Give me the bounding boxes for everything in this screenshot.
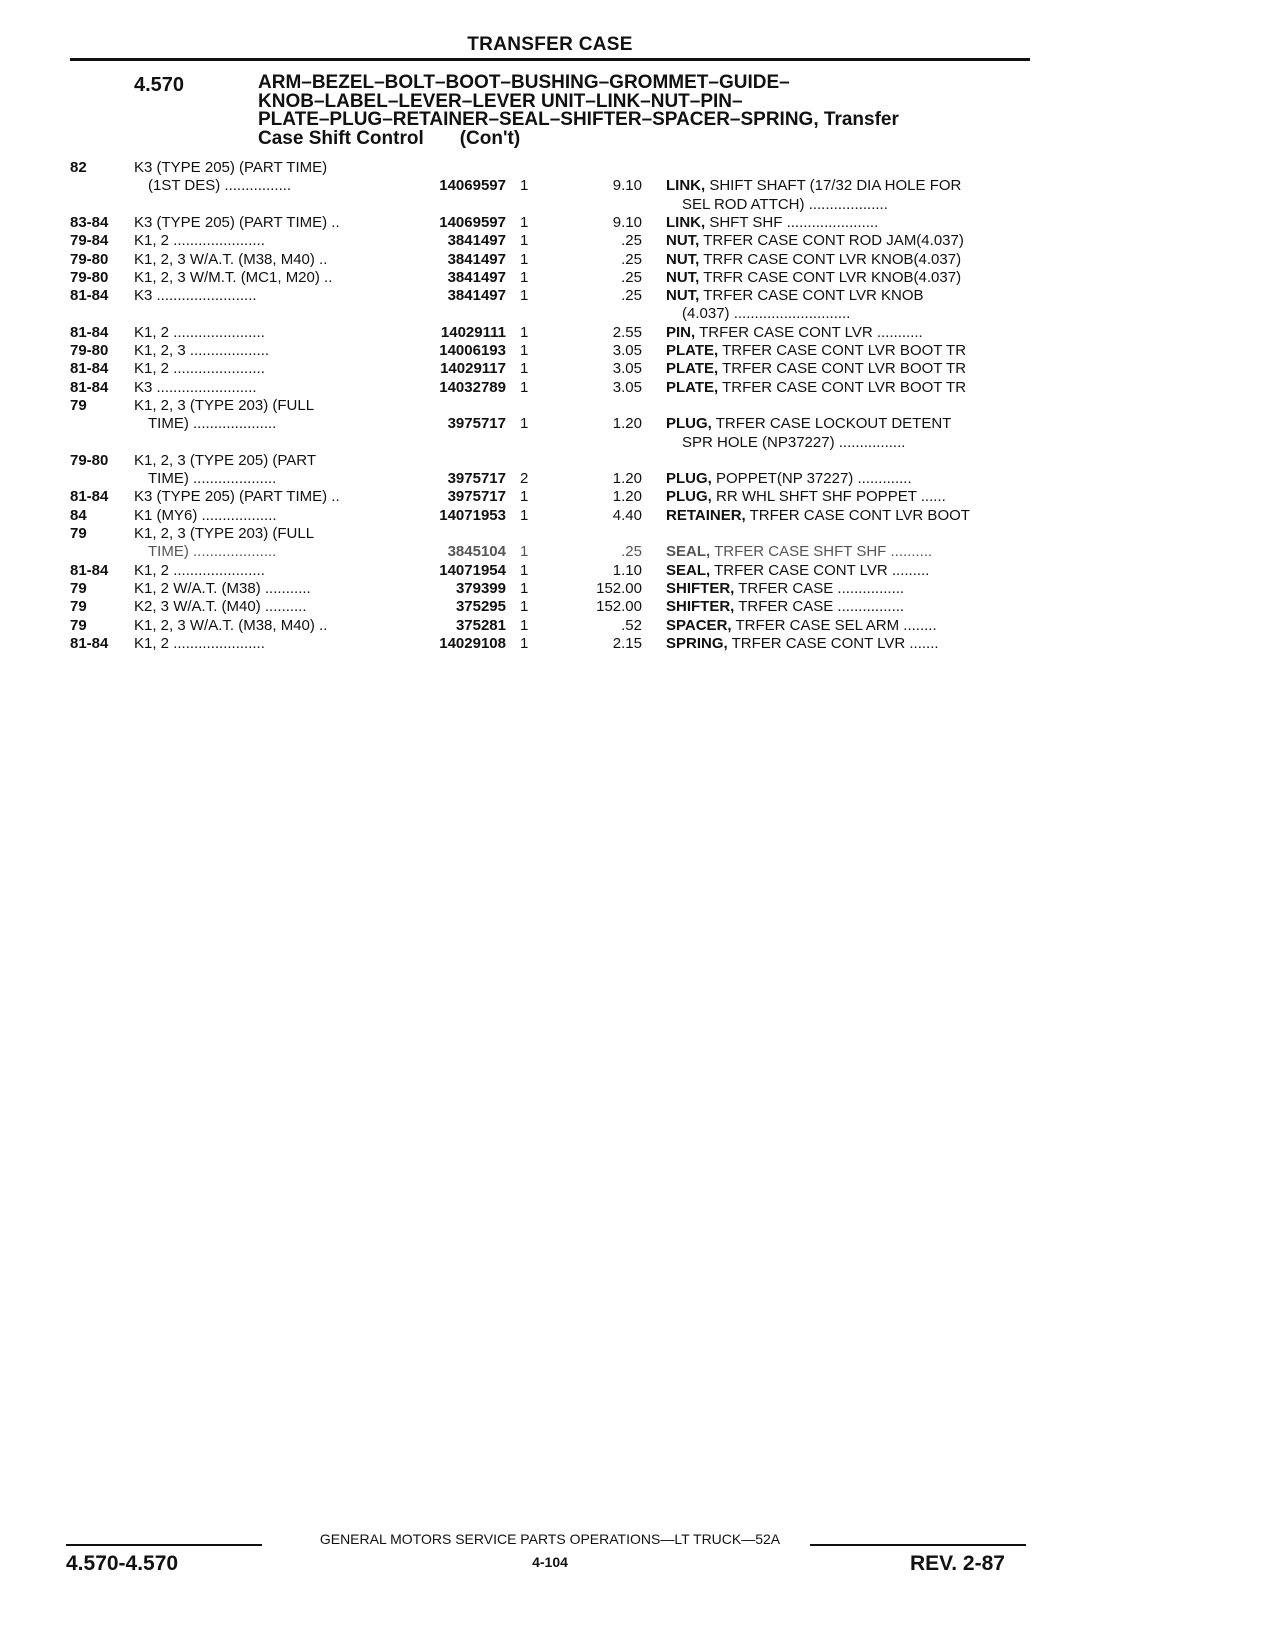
quantity: 1 <box>520 488 529 506</box>
application: K3 (TYPE 205) (PART TIME) .. <box>134 488 340 506</box>
description-item: NUT, <box>666 232 700 250</box>
year-range: 79-80 <box>70 451 109 469</box>
application: K1, 2, 3 (TYPE 205) (PART <box>134 451 317 469</box>
footer-publisher: GENERAL MOTORS SERVICE PARTS OPERATIONS—LT TRUCK—52A <box>319 1531 781 1547</box>
price: 3.05 <box>612 360 642 378</box>
application: TIME) .................... <box>148 543 277 561</box>
application: K2, 3 W/A.T. (M40) .......... <box>134 598 307 616</box>
table-row <box>0 342 1280 360</box>
application: K1, 2, 3 W/A.T. (M38, M40) .. <box>134 250 328 268</box>
quantity: 1 <box>520 268 529 286</box>
description <box>666 287 1028 305</box>
price: .25 <box>621 250 642 268</box>
description-item: SPRING, <box>666 634 728 652</box>
description-text: TRFER CASE SEL ARM ........ <box>731 616 937 634</box>
quantity: 1 <box>520 360 529 378</box>
description-item: NUT, <box>666 287 700 305</box>
price: 2.15 <box>612 634 642 652</box>
header-rule <box>70 58 1030 61</box>
part-number: 14071954 <box>439 561 506 579</box>
section-title-line <box>258 127 1028 149</box>
price: 2.55 <box>612 323 642 341</box>
part-number: 14069597 <box>439 213 506 231</box>
price: 1.10 <box>612 561 642 579</box>
year-range: 79-80 <box>70 268 109 286</box>
price: 1.20 <box>612 470 642 488</box>
description <box>666 324 1028 342</box>
description-item: PLATE, <box>666 360 719 378</box>
section-title-line: KNOB–LABEL–LEVER–LEVER UNIT–LINK–NUT–PIN– <box>258 90 743 112</box>
description <box>666 415 1028 433</box>
application: K1, 2, 3 ................... <box>134 342 270 359</box>
price: .25 <box>621 232 642 250</box>
table-row <box>0 470 1280 488</box>
quantity: 1 <box>520 543 529 561</box>
table-row <box>0 543 1280 561</box>
footer-section-range: 4.570-4.570 <box>66 1552 179 1575</box>
price: 152.00 <box>596 598 642 616</box>
description <box>666 598 1028 616</box>
description <box>666 342 1028 360</box>
description-text: SPR HOLE (NP37227) ................ <box>682 433 906 451</box>
quantity: 1 <box>520 616 529 634</box>
table-row <box>0 415 1280 433</box>
description <box>666 543 1028 561</box>
description-item: PLUG, <box>666 470 712 488</box>
footer-revision: REV. 2-87 <box>910 1552 1005 1575</box>
part-number: 14032789 <box>439 378 506 396</box>
description-item: PLATE, <box>666 378 719 396</box>
table-row <box>0 360 1280 378</box>
description-text: TRFER CASE CONT LVR ........... <box>695 323 923 341</box>
quantity: 1 <box>520 177 529 195</box>
part-number: 375281 <box>455 616 506 634</box>
description-text: TRFER CASE SHFT SHF .......... <box>710 543 933 561</box>
year-range: 82 <box>70 159 87 176</box>
description <box>666 488 1028 506</box>
table-row <box>0 324 1280 342</box>
year-range: 79 <box>70 598 87 616</box>
description-item: PLUG, <box>666 488 712 506</box>
description <box>682 196 1028 214</box>
description-item: RETAINER, <box>666 506 746 524</box>
year-range: 79 <box>70 396 87 414</box>
quantity: 1 <box>520 415 529 433</box>
application: K1 (MY6) .................. <box>134 506 277 524</box>
quantity: 1 <box>520 342 529 359</box>
page-header-title: TRANSFER CASE <box>467 34 633 55</box>
application: K1, 2, 3 W/M.T. (MC1, M20) .. <box>134 268 333 286</box>
description-item: SEAL, <box>666 561 711 579</box>
part-number: 14029117 <box>440 360 506 378</box>
table-row <box>0 635 1280 653</box>
footer-page-number: 4-104 <box>532 1554 568 1570</box>
description-item: NUT, <box>666 250 700 268</box>
price: .25 <box>621 268 642 286</box>
table-row <box>0 196 1280 214</box>
price: .25 <box>621 543 642 561</box>
part-number: 375295 <box>455 598 506 616</box>
application: K1, 2, 3 (TYPE 203) (FULL <box>134 525 315 542</box>
section-number: 4.570 <box>134 74 185 96</box>
table-row <box>0 287 1280 305</box>
year-range: 81-84 <box>70 634 109 652</box>
year-range: 84 <box>70 506 87 524</box>
price: 1.20 <box>612 488 642 506</box>
description-text: TRFR CASE CONT LVR KNOB(4.037) <box>699 250 962 268</box>
quantity: 1 <box>520 561 529 579</box>
year-range: 81-84 <box>70 287 109 305</box>
year-range: 79-80 <box>70 250 109 268</box>
application: K1, 2, 3 W/A.T. (M38, M40) .. <box>134 616 328 634</box>
section-title-line: ARM–BEZEL–BOLT–BOOT–BUSHING–GROMMET–GUIDE– <box>258 72 790 93</box>
price: 9.10 <box>612 213 642 231</box>
section-title-line: PLATE–PLUG–RETAINER–SEAL–SHIFTER–SPACER–SPRING, Transfer <box>258 109 899 130</box>
description-text: POPPET(NP 37227) ............. <box>711 470 912 488</box>
description <box>682 434 1028 452</box>
description-text: TRFER CASE CONT LVR BOOT TR <box>718 360 967 378</box>
description-text: TRFER CASE CONT LVR ......... <box>710 561 930 579</box>
application: K1, 2, 3 (TYPE 203) (FULL <box>134 396 315 414</box>
application: K1, 2 ...................... <box>134 232 265 250</box>
description-item: LINK, <box>666 213 706 231</box>
description-text: TRFER CASE CONT LVR BOOT TR <box>718 378 967 396</box>
quantity: 1 <box>520 323 529 341</box>
description-item: PIN, <box>666 323 696 341</box>
quantity: 1 <box>520 506 529 524</box>
table-row <box>0 598 1280 616</box>
description-item: PLATE, <box>666 342 719 359</box>
part-number: 3975717 <box>447 470 506 488</box>
year-range: 81-84 <box>70 360 109 378</box>
description <box>682 305 1028 323</box>
price: 1.20 <box>612 415 642 433</box>
year-range: 81-84 <box>70 561 109 579</box>
description-item: SPACER, <box>666 616 732 634</box>
description-item: NUT, <box>666 268 700 286</box>
application: K1, 2 ...................... <box>134 634 265 652</box>
description <box>666 617 1028 635</box>
price: .52 <box>621 616 642 634</box>
description <box>666 580 1028 598</box>
description-text: TRFR CASE CONT LVR KNOB(4.037) <box>699 268 962 286</box>
year-range: 79 <box>70 579 87 597</box>
table-row <box>0 177 1280 195</box>
description-text: TRFER CASE ................ <box>734 579 905 597</box>
application: K3 ........................ <box>134 287 257 305</box>
table-row <box>0 159 1280 177</box>
table-row <box>0 232 1280 250</box>
part-number: 3845104 <box>447 543 506 561</box>
table-row <box>0 525 1280 543</box>
description <box>666 251 1028 269</box>
description-text: TRFER CASE CONT ROD JAM(4.037) <box>699 232 964 250</box>
description-text: TRFER CASE LOCKOUT DETENT <box>711 415 952 433</box>
quantity: 1 <box>520 579 529 597</box>
quantity: 1 <box>520 634 529 652</box>
quantity: 1 <box>520 232 529 250</box>
table-row <box>0 379 1280 397</box>
description <box>666 470 1028 488</box>
part-number: 3975717 <box>447 488 506 506</box>
description-text: TRFER CASE CONT LVR BOOT TR <box>718 342 967 359</box>
table-row <box>0 214 1280 232</box>
table-row <box>0 507 1280 525</box>
description-text: SEL ROD ATTCH) ................... <box>682 195 888 213</box>
price: 3.05 <box>612 342 642 359</box>
description-item: PLUG, <box>666 415 712 433</box>
application: K3 (TYPE 205) (PART TIME) <box>134 159 328 176</box>
application: TIME) .................... <box>148 415 277 433</box>
description-text: TRFER CASE CONT LVR KNOB <box>699 287 924 305</box>
part-number: 379399 <box>455 579 506 597</box>
description <box>666 379 1028 397</box>
quantity: 1 <box>520 598 529 616</box>
part-number: 3841497 <box>447 268 506 286</box>
description-text: TRFER CASE CONT LVR BOOT <box>745 506 970 524</box>
description-item: LINK, <box>666 177 706 195</box>
year-range: 79 <box>70 525 87 542</box>
description-text: SHFT SHF ...................... <box>705 213 879 231</box>
description-item: SHIFTER, <box>666 579 735 597</box>
description <box>666 232 1028 250</box>
description-text: SHIFT SHAFT (17/32 DIA HOLE FOR <box>705 177 962 195</box>
description <box>666 562 1028 580</box>
part-number: 14029108 <box>439 634 506 652</box>
description <box>666 507 1028 525</box>
part-number: 14071953 <box>439 506 506 524</box>
year-range: 81-84 <box>70 488 109 506</box>
table-row <box>0 617 1280 635</box>
quantity: 2 <box>520 470 529 488</box>
table-row <box>0 452 1280 470</box>
year-range: 79-80 <box>70 342 109 359</box>
part-number: 3841497 <box>447 232 506 250</box>
section-title <box>258 74 1028 148</box>
year-range: 81-84 <box>70 378 109 396</box>
description-text: TRFER CASE CONT LVR ....... <box>727 634 939 652</box>
year-range: 81-84 <box>70 323 109 341</box>
description-item: SHIFTER, <box>666 598 735 616</box>
application: K1, 2 ...................... <box>134 360 265 378</box>
description-text: RR WHL SHFT SHF POPPET ...... <box>711 488 946 506</box>
price: 3.05 <box>612 378 642 396</box>
part-number: 3975717 <box>447 415 506 433</box>
description <box>666 177 1028 195</box>
application: K1, 2 ...................... <box>134 561 265 579</box>
part-number: 14006193 <box>439 342 506 359</box>
application: K3 ........................ <box>134 378 257 396</box>
description-text: TRFER CASE ................ <box>734 598 905 616</box>
quantity: 1 <box>520 378 529 396</box>
table-row <box>0 397 1280 415</box>
price: .25 <box>621 287 642 305</box>
description <box>666 269 1028 287</box>
part-number: 3841497 <box>447 250 506 268</box>
price: 152.00 <box>596 579 642 597</box>
quantity: 1 <box>520 250 529 268</box>
table-row <box>0 562 1280 580</box>
description <box>666 214 1028 232</box>
section-title-continued: (Con't) <box>459 127 521 149</box>
application: K3 (TYPE 205) (PART TIME) .. <box>134 213 340 231</box>
description <box>666 635 1028 653</box>
part-number: 14069597 <box>439 177 506 195</box>
application: (1ST DES) ................ <box>148 177 292 195</box>
quantity: 1 <box>520 287 529 305</box>
year-range: 79 <box>70 616 87 634</box>
table-row <box>0 580 1280 598</box>
table-row <box>0 488 1280 506</box>
application: TIME) .................... <box>148 470 277 488</box>
table-row <box>0 269 1280 287</box>
description-text: (4.037) ............................ <box>682 305 851 323</box>
description-item: SEAL, <box>666 543 711 561</box>
quantity: 1 <box>520 213 529 231</box>
table-row <box>0 251 1280 269</box>
description <box>666 360 1028 378</box>
table-row <box>0 305 1280 323</box>
application: K1, 2 W/A.T. (M38) ........... <box>134 579 311 597</box>
price: 9.10 <box>612 177 642 195</box>
part-number: 3841497 <box>447 287 506 305</box>
year-range: 83-84 <box>70 213 109 231</box>
application: K1, 2 ...................... <box>134 323 265 341</box>
part-number: 14029111 <box>440 323 506 341</box>
table-row <box>0 434 1280 452</box>
section-title-last: Case Shift Control <box>258 127 424 149</box>
year-range: 79-84 <box>70 232 109 250</box>
price: 4.40 <box>612 506 642 524</box>
